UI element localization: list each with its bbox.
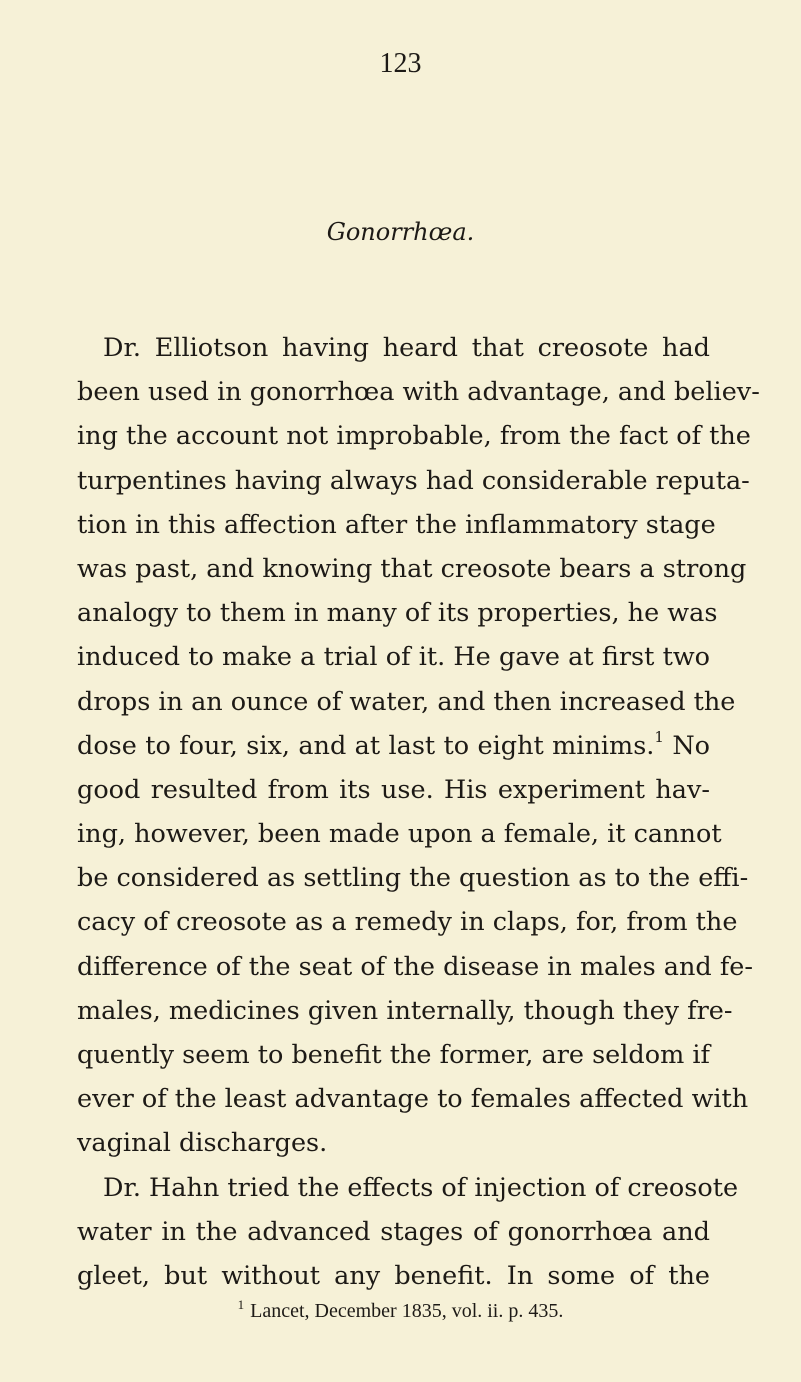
text-line: ing the account not improbable, from the fact of the <box>77 421 751 452</box>
text-line: difference of the seat of the disease in males and fe- <box>77 951 753 982</box>
section-heading: Gonorrhœa. <box>326 218 475 246</box>
text-line: ing, however, been made upon a female, it cannot <box>77 819 722 850</box>
footnote-reference[interactable]: 1 <box>654 727 664 746</box>
footnote <box>0 1297 801 1323</box>
text-line: Dr. Hahn tried the effects of injection of creosote <box>103 1172 739 1203</box>
text-line: gleet, but without any benefit. In some of the <box>77 1260 710 1291</box>
text-line: good resulted from its use. His experiment hav- <box>77 774 710 805</box>
text-line: ever of the least advantage to females affected with <box>77 1084 749 1115</box>
text-line: tion in this affection after the inflammatory stage <box>77 509 716 540</box>
text-line: water in the advanced stages of gonorrhœa and <box>77 1216 710 1247</box>
text-line-part: dose to four, six, and at last to eight minims. <box>77 730 655 761</box>
text-line: was past, and knowing that creosote bears a strong <box>77 553 747 584</box>
text-line: been used in gonorrhœa with advantage, and believ- <box>77 377 760 408</box>
text-line: induced to make a trial of it. He gave at first two <box>77 642 710 673</box>
text-line: quently seem to benefit the former, are seldom if <box>77 1040 710 1070</box>
body-text <box>77 326 760 1298</box>
footnote-text: Lancet, December 1835, vol. ii. p. 435. <box>250 1300 564 1322</box>
text-line: cacy of creosote as a remedy in claps, for, from the <box>77 907 738 938</box>
page-number: 123 <box>379 48 422 79</box>
text-line: be considered as settling the question as to the effi- <box>77 863 749 894</box>
footnote-marker: 1 <box>237 1297 245 1312</box>
text-line: Dr. Elliotson having heard that creosote had <box>103 333 710 363</box>
text-line: analogy to them in many of its properties, he was <box>77 598 718 629</box>
text-line: drops in an ounce of water, and then increased the <box>77 686 736 717</box>
text-line: turpentines having always had considerable reputa- <box>77 465 750 496</box>
text-line-part: No <box>672 730 710 761</box>
text-line: vaginal discharges. <box>77 1128 328 1159</box>
text-line: males, medicines given internally, though they fre- <box>77 995 733 1026</box>
text-line-with-footnote-ref <box>77 724 710 768</box>
